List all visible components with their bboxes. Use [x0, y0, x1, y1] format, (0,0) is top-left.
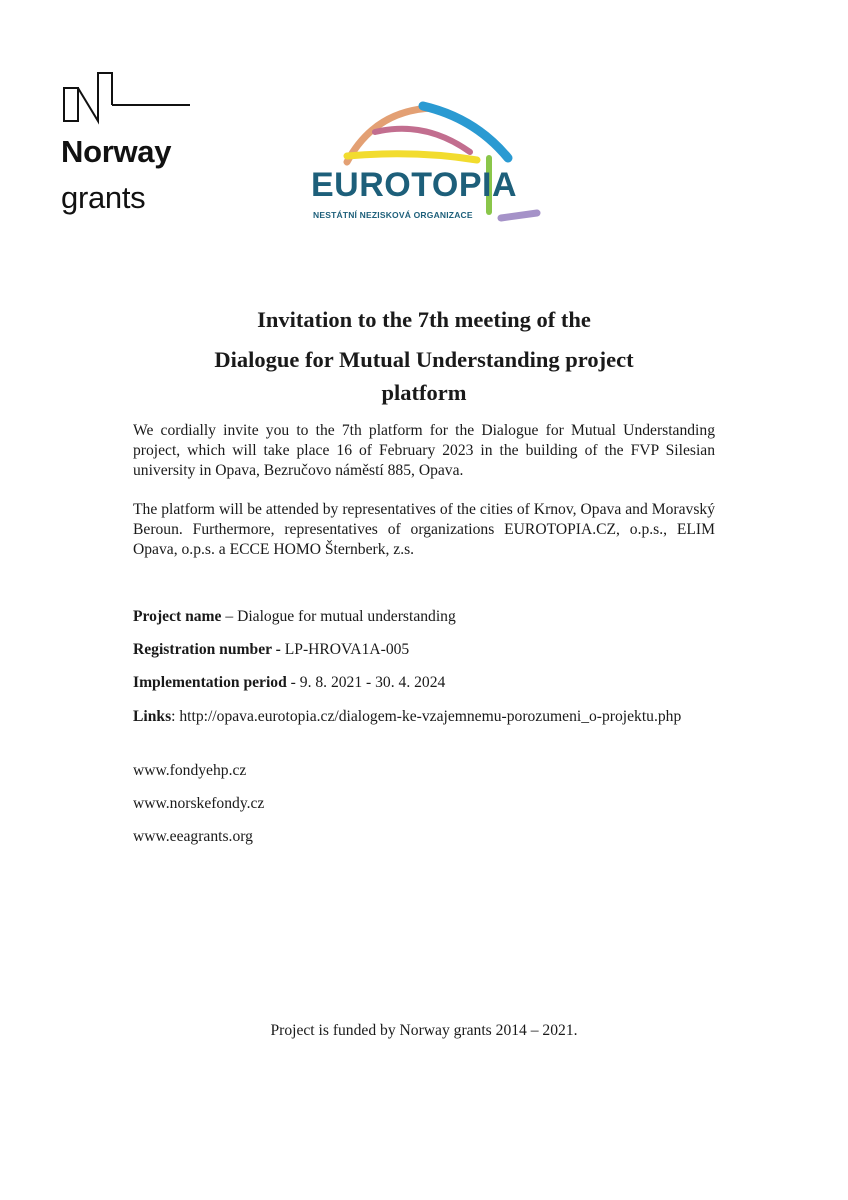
title-line-3: platform [381, 380, 467, 405]
title-line-2: Dialogue for Mutual Understanding project [214, 347, 634, 372]
eurotopia-roof-icon [305, 100, 545, 225]
project-name-value: – Dialogue for mutual understanding [221, 608, 456, 625]
eurotopia-logo [305, 100, 545, 230]
implementation-row [133, 673, 723, 693]
link-fondyehp[interactable]: www.fondyehp.cz [133, 762, 247, 779]
attendees-paragraph: The platform will be attended by representatives of the cities of Krnov, Opava and Moravský Beroun. Furthermore, representatives of organizations EUROTOPIA.CZ, o.p.s., ELIM Opava, o.p.s. a ECCE HOMO Šternberk, z.s. [133, 501, 715, 558]
registration-row [133, 640, 723, 660]
norway-grants-logo [60, 70, 200, 220]
links-label: Links [133, 708, 172, 725]
norway-grants-mark-icon [60, 70, 195, 130]
norway-word: Norway [61, 134, 172, 169]
registration-label: Registration number - [133, 641, 281, 658]
implementation-label: Implementation period [133, 674, 287, 691]
funding-footer: Project is funded by Norway grants 2014 – 2021. [270, 1022, 578, 1039]
project-name-row [133, 607, 723, 627]
invitation-paragraph: We cordially invite you to the 7th platform for the Dialogue for Mutual Understanding project, which will take place 16 of February 2023 in the building of the FVP Silesian university in Opava, Bezručovo náměstí 885, Opava. [133, 422, 715, 479]
link-eeagrants[interactable]: www.eeagrants.org [133, 828, 253, 845]
project-name-label: Project name [133, 608, 222, 625]
links-row [133, 707, 723, 727]
link-norskefondy[interactable]: www.norskefondy.cz [133, 795, 265, 812]
eurotopia-wordmark: EUROTOPIA [311, 166, 518, 204]
eurotopia-subtitle: NESTÁTNÍ NEZISKOVÁ ORGANIZACE [313, 210, 473, 220]
links-url[interactable]: : http://opava.eurotopia.cz/dialogem-ke-vzajemnemu-porozumeni_o-projektu.php [171, 708, 682, 725]
title-line-1: Invitation to the 7th meeting of the [257, 307, 591, 332]
implementation-value: - 9. 8. 2021 - 30. 4. 2024 [286, 674, 446, 691]
grants-word: grants [61, 180, 146, 215]
registration-value: LP-HROVA1A-005 [280, 641, 410, 658]
